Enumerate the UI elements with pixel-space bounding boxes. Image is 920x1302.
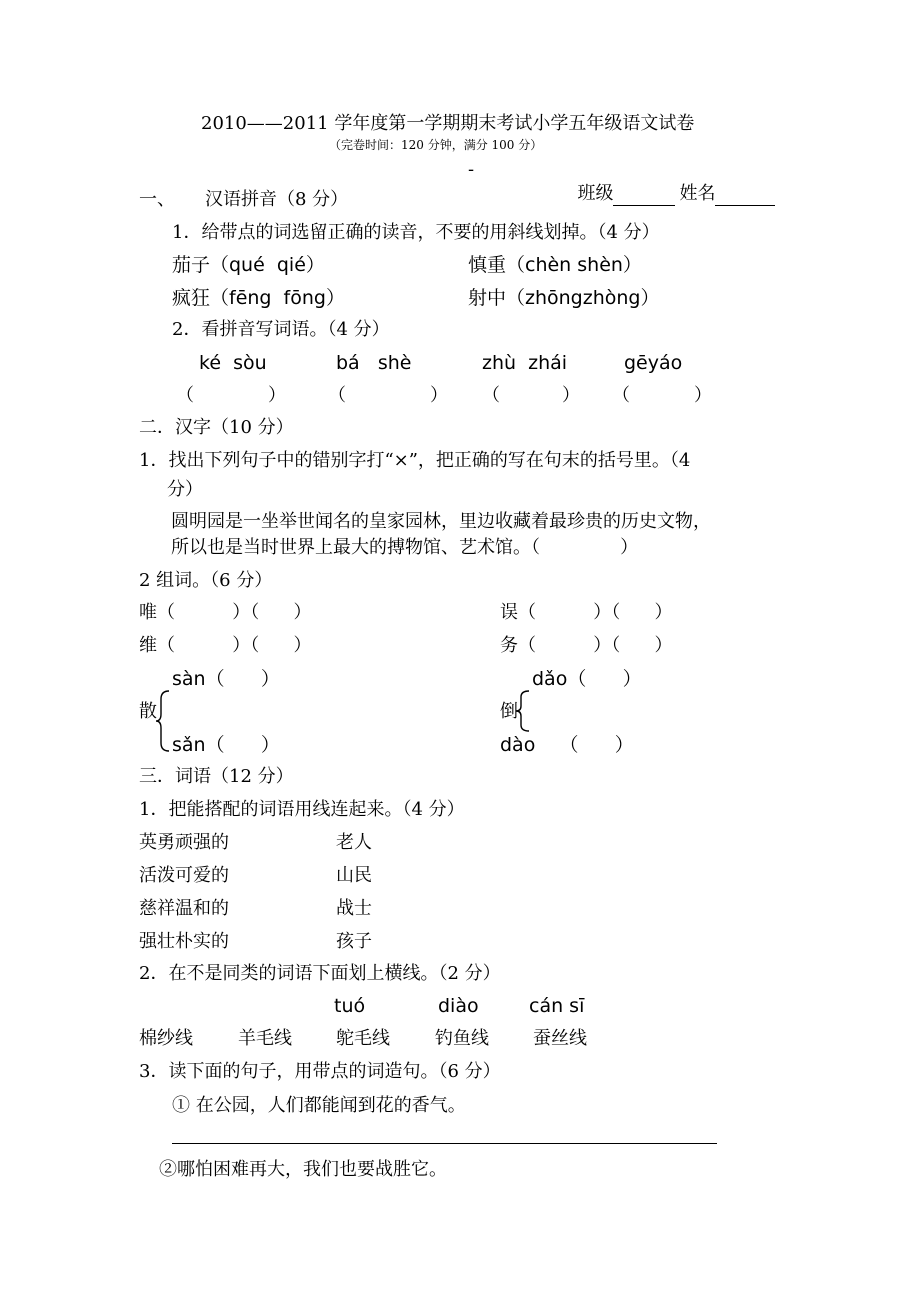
section3-q2: 2．在不是同类的词语下面划上横线。（2 分） [139, 963, 501, 984]
exam-subtitle: （完卷时间：120 分钟，满分 100 分） [329, 138, 543, 152]
brace-icon [155, 690, 171, 752]
polyphone-reading[interactable]: sǎn（ ） [172, 734, 280, 756]
category-word[interactable]: 羊毛线 [238, 1028, 292, 1049]
match-left-item[interactable]: 活泼可爱的 [139, 865, 229, 886]
pinyin-prompt: zhù zhái [482, 352, 568, 374]
pronunciation-item: 慎重（chèn shèn） [468, 254, 642, 276]
category-word[interactable]: 棉纱线 [139, 1028, 193, 1049]
answer-paren-close[interactable]: ） [268, 385, 286, 406]
section1-number: 一、 [139, 189, 175, 210]
match-left-item[interactable]: 强壮朴实的 [139, 931, 229, 952]
category-word[interactable]: 蚕丝线 [533, 1028, 587, 1049]
section3-heading: 三．词语（12 分） [139, 766, 294, 787]
section1-heading: 汉语拼音（8 分） [205, 189, 349, 210]
answer-paren-open[interactable]: （ [328, 385, 346, 406]
word-group[interactable]: 唯（ ）（ ） [139, 602, 312, 623]
error-sentence: 圆明园是一坐举世闻名的皇家园林，里边收藏着最珍贵的历史文物， [171, 511, 711, 532]
polyphone-char: 散 [139, 701, 157, 722]
polyphone-char: 倒 [500, 701, 518, 722]
word-pinyin: cán sī [529, 995, 585, 1017]
section2-heading: 二．汉字（10 分） [139, 417, 294, 438]
answer-paren-open[interactable]: （ [482, 385, 500, 406]
match-right-item[interactable]: 老人 [336, 832, 372, 853]
error-sentence-cont[interactable]: 所以也是当时世界上最大的搏物馆、艺术馆。（ ） [171, 537, 639, 558]
answer-paren-open[interactable]: （ [612, 385, 630, 406]
section1-q2: 2．看拼音写词语。（4 分） [172, 319, 390, 340]
polyphone-reading[interactable]: sàn（ ） [172, 668, 280, 690]
match-right-item[interactable]: 孩子 [336, 931, 372, 952]
answer-line[interactable] [172, 1143, 717, 1144]
answer-paren-close[interactable]: ） [562, 385, 580, 406]
answer-paren-close[interactable]: ） [430, 385, 448, 406]
polyphone-reading[interactable]: dào （ ） [500, 734, 634, 756]
section3-q1: 1．把能搭配的词语用线连起来。（4 分） [139, 799, 465, 820]
word-group[interactable]: 务（ ）（ ） [500, 635, 673, 656]
section2-q1: 1．找出下列句子中的错别字打“×”，把正确的写在句末的括号里。（4 [139, 450, 691, 471]
answer-paren-open[interactable]: （ [176, 385, 194, 406]
match-right-item[interactable]: 战士 [336, 898, 372, 919]
word-group[interactable]: 维（ ）（ ） [139, 635, 312, 656]
category-word[interactable]: 鸵毛线 [336, 1028, 390, 1049]
pinyin-prompt: bá shè [336, 352, 412, 374]
pronunciation-item: 茄子（qué qié） [172, 254, 325, 276]
name-label: 姓名 [679, 183, 716, 204]
pinyin-prompt: gēyáo [624, 352, 683, 374]
class-label: 班级 [577, 183, 614, 204]
category-word[interactable]: 钓鱼线 [435, 1028, 489, 1049]
pronunciation-item: 射中（zhōngzhòng） [468, 287, 660, 309]
class-field[interactable] [566, 158, 675, 206]
word-pinyin: diào [438, 995, 479, 1017]
header-dash: - [468, 159, 475, 180]
example-sentence: ① 在公园，人们都能闻到花的香气。 [172, 1095, 466, 1116]
section1-q1: 1．给带点的词选留正确的读音，不要的用斜线划掉。（4 分） [172, 222, 660, 243]
name-blank[interactable] [715, 187, 775, 206]
class-blank[interactable] [613, 187, 675, 206]
section3-q3: 3．读下面的句子，用带点的词造句。（6 分） [139, 1061, 501, 1082]
match-left-item[interactable]: 英勇顽强的 [139, 832, 229, 853]
polyphone-reading[interactable]: dǎo（ ） [532, 668, 642, 690]
word-pinyin: tuó [334, 995, 366, 1017]
section2-q2: 2 组词。（6 分） [139, 570, 273, 591]
section2-q1-cont: 分） [167, 479, 203, 500]
answer-paren-close[interactable]: ） [694, 385, 712, 406]
match-right-item[interactable]: 山民 [336, 865, 372, 886]
name-field[interactable] [668, 158, 775, 206]
match-left-item[interactable]: 慈祥温和的 [139, 898, 229, 919]
example-sentence: ②哪怕困难再大，我们也要战胜它。 [159, 1159, 447, 1180]
exam-title: 2010——2011 学年度第一学期期末考试小学五年级语文试卷 [201, 113, 695, 134]
pinyin-prompt: ké sòu [199, 352, 267, 374]
word-group[interactable]: 误（ ）（ ） [500, 602, 673, 623]
brace-icon [515, 690, 531, 732]
pronunciation-item: 疯狂（fēng fōng） [172, 287, 345, 309]
